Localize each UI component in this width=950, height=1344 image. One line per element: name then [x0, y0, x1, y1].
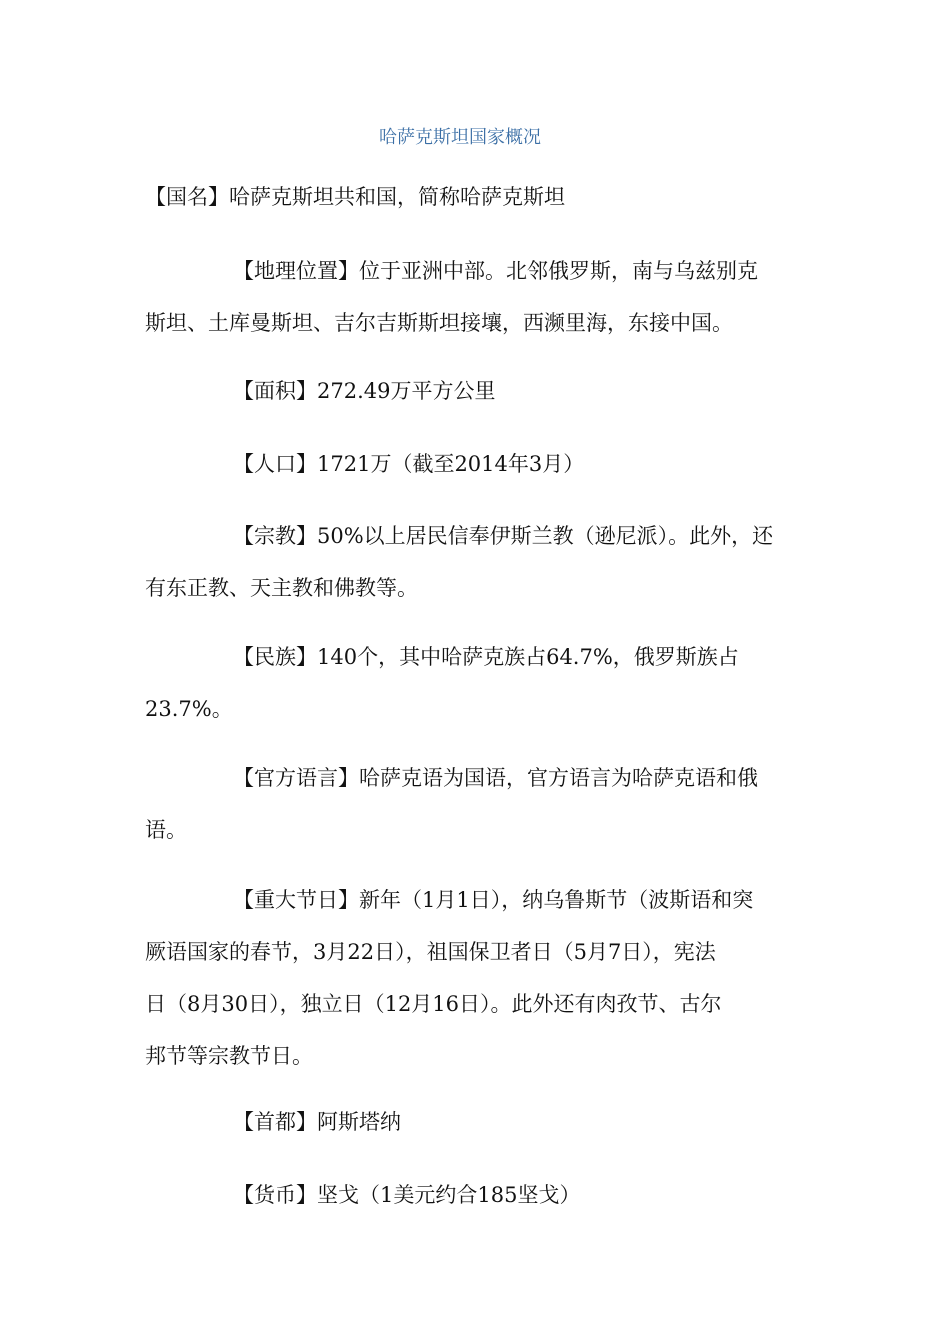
paragraph-line: 【地理位置】位于亚洲中部。北邻俄罗斯，南与乌兹别克: [233, 259, 758, 283]
paragraph-religion: [145, 510, 815, 614]
paragraph-line: 【面积】272.49万平方公里: [233, 379, 496, 403]
paragraph-line: 厥语国家的春节，3月22日），祖国保卫者日（5月7日），宪法: [145, 940, 716, 964]
paragraph-line: 【首都】阿斯塔纳: [233, 1110, 401, 1134]
paragraph-line: 斯坦、土库曼斯坦、吉尔吉斯斯坦接壤，西濒里海，东接中国。: [145, 311, 733, 335]
paragraph-currency: [145, 1169, 815, 1221]
paragraph-geography: [145, 245, 815, 349]
paragraph-capital: [145, 1096, 815, 1148]
paragraph-line: 日（8月30日），独立日（12月16日）。此外还有肉孜节、古尔: [145, 992, 722, 1016]
paragraph-line: 有东正教、天主教和佛教等。: [145, 576, 418, 600]
paragraph-line: 23.7%。: [145, 697, 233, 721]
paragraph-holidays: [145, 874, 815, 1082]
paragraph-area: [145, 365, 815, 417]
paragraph-line: 【民族】140个，其中哈萨克族占64.7%，俄罗斯族占: [233, 645, 739, 669]
paragraph-line: 邦节等宗教节日。: [145, 1044, 313, 1068]
paragraph-official-language: [145, 752, 815, 856]
paragraph-population: [145, 438, 815, 490]
document-title: 哈萨克斯坦国家概况: [379, 127, 541, 148]
paragraph-line: 【官方语言】哈萨克语为国语，官方语言为哈萨克语和俄: [233, 766, 758, 790]
paragraph-line: 【人口】1721万（截至2014年3月）: [233, 452, 585, 476]
paragraph-line: 【宗教】50%以上居民信奉伊斯兰教（逊尼派）。此外，还: [233, 524, 774, 548]
paragraph-line: 【货币】坚戈（1美元约合185坚戈）: [233, 1183, 581, 1207]
paragraph-ethnicity: [145, 631, 815, 735]
paragraph-country-name: [145, 171, 815, 223]
paragraph-line: 【国名】哈萨克斯坦共和国，简称哈萨克斯坦: [145, 185, 565, 209]
paragraph-line: 【重大节日】新年（1月1日），纳乌鲁斯节（波斯语和突: [233, 888, 754, 912]
paragraph-line: 语。: [145, 818, 187, 842]
